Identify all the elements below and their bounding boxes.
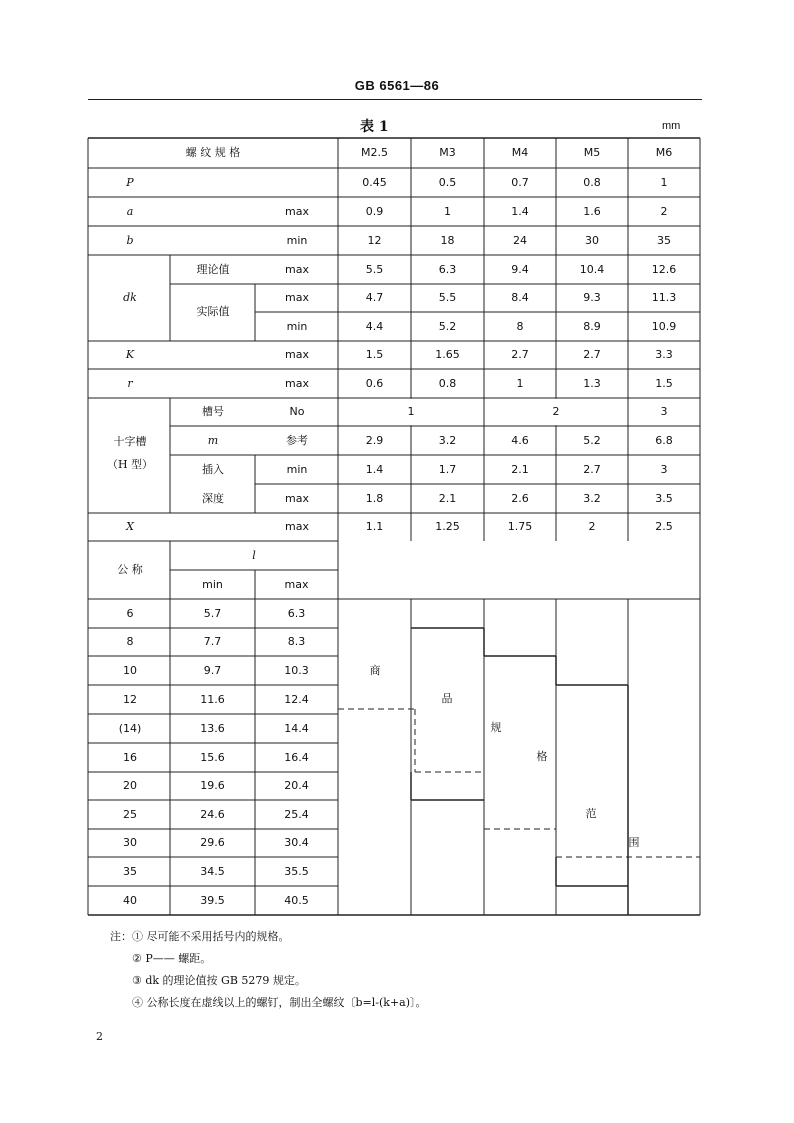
qualifier-max: max [285,204,309,218]
length-min: 9.7 [203,663,222,677]
r-max-value: 0.8 [438,376,457,390]
a-max-value: 1.6 [583,204,601,218]
label-h-type: （H 型） [106,458,154,471]
length-nominal: (14) [118,721,142,735]
dk-actual-min-value: 8.9 [583,319,601,333]
P-value: 0.8 [583,175,601,189]
m-ref-value: 5.2 [583,433,601,447]
length-max: 35.5 [284,864,309,878]
qualifier-max: max [285,376,309,390]
label-nominal: 公 称 [117,563,143,576]
X-max-value: 1.1 [365,520,384,533]
length-nominal: 25 [123,807,137,821]
K-max-value: 3.3 [655,348,673,361]
dk-actual-max-value: 11.3 [651,291,677,304]
length-max: 40.5 [284,893,309,907]
length-max: 8.3 [287,635,306,648]
insert-min-value: 1.7 [438,462,457,476]
b-min-value: 24 [513,233,527,247]
insert-min-value: 2.1 [511,462,529,476]
length-min: 39.5 [200,893,225,907]
r-max-value: 1.3 [583,376,601,390]
length-min: 24.6 [200,807,225,821]
range-label-char: 商 [369,664,381,677]
insert-max-value: 3.2 [583,491,601,505]
length-max: 16.4 [284,750,309,764]
length-min: 11.6 [200,692,225,706]
dk-actual-max-value: 5.5 [438,291,457,304]
range-label-char: 范 [585,807,597,820]
dk-theory-max-value: 9.4 [511,262,529,276]
dk-actual-min-value: 5.2 [438,319,457,333]
length-nominal: 35 [123,864,137,878]
note-1: 注：① 尽可能不采用括号内的规格。 [110,930,290,943]
recess-no-value: 1 [407,405,415,418]
range-label-char: 格 [536,750,548,763]
length-min: 5.7 [203,606,222,620]
range-label-char: 品 [441,692,453,705]
length-min: 29.6 [200,836,225,849]
qualifier-min: min [286,233,308,247]
label-actual: 实际值 [196,305,230,319]
document-code: GB 6561—86 [354,78,440,93]
insert-min-value: 3 [660,462,668,476]
qualifier-max: max [285,291,309,304]
a-max-value: 0.9 [365,204,384,218]
qualifier-max: max [285,520,309,533]
length-max: 30.4 [284,836,309,849]
label-l: l [252,548,256,562]
range-label-char: 规 [490,721,502,734]
b-min-value: 30 [585,233,599,247]
K-max-value: 2.7 [511,348,529,361]
insert-max-value: 1.8 [365,491,384,505]
m-ref-value: 4.6 [511,433,529,447]
P-value: 0.5 [438,175,457,189]
length-nominal: 30 [123,836,137,849]
X-max-value: 2.5 [655,520,673,533]
length-nominal: 20 [123,779,137,792]
label-b: b [126,233,134,247]
K-max-value: 1.65 [435,348,460,361]
P-value: 0.7 [511,175,529,189]
m-ref-value: 3.2 [438,433,457,447]
length-nominal: 12 [123,692,137,706]
dk-actual-min-value: 10.9 [651,319,677,333]
page-number: 2 [96,1030,103,1043]
label-P: P [126,175,134,189]
qualifier-max: max [285,262,309,276]
label-X: X [126,520,134,533]
qualifier-min: min [286,319,308,333]
size-header-M6: M6 [655,146,673,159]
m-ref-value: 2.9 [365,433,384,447]
b-min-value: 18 [440,233,455,247]
label-theory: 理论值 [196,262,230,276]
table-notes [110,926,427,1014]
length-nominal: 8 [126,635,134,648]
b-min-value: 35 [657,233,671,247]
r-max-value: 1.5 [655,376,673,390]
table-unit: mm [662,120,681,132]
a-max-value: 1 [444,204,451,218]
recess-no-value: 3 [660,405,668,418]
length-nominal: 40 [123,893,137,907]
dk-actual-max-value: 4.7 [365,291,384,304]
dk-actual-max-value: 9.3 [583,291,601,304]
length-min-header: min [202,577,223,591]
insert-max-value: 3.5 [655,491,673,505]
dk-actual-max-value: 8.4 [511,291,529,304]
length-max-header: max [284,577,309,591]
X-max-value: 1.25 [435,520,460,533]
length-max: 14.4 [284,721,309,735]
size-header-M4: M4 [511,146,529,159]
qualifier-ref: 参考 [286,433,308,447]
P-value: 0.45 [362,175,387,189]
dk-actual-min-value: 8 [516,319,524,333]
K-max-value: 2.7 [583,348,601,361]
insert-max-value: 2.6 [511,491,529,505]
label-a: a [126,204,134,218]
size-header-M5: M5 [583,146,601,159]
length-max: 20.4 [284,779,309,792]
X-max-value: 2 [588,520,596,533]
length-min: 7.7 [203,635,222,648]
insert-max-value: 2.1 [438,491,457,505]
r-max-value: 1 [516,376,524,390]
dk-theory-max-value: 5.5 [365,262,384,276]
size-header-M2.5: M2.5 [361,146,388,159]
length-nominal: 16 [123,750,137,764]
label-m: m [207,433,219,447]
qualifier-no: No [289,405,305,418]
table-title: 表 1 [360,119,389,135]
length-nominal: 6 [126,606,134,620]
spec-label: 螺 纹 规 格 [185,146,241,159]
a-max-value: 1.4 [511,204,529,218]
dk-theory-max-value: 10.4 [579,262,605,276]
qualifier-max: max [285,491,309,505]
length-max: 10.3 [284,663,309,677]
note-3: ③ dk 的理论值按 GB 5279 规定。 [132,974,306,987]
length-min: 15.6 [200,750,225,764]
X-max-value: 1.75 [507,520,533,533]
range-label-char: 围 [628,836,640,849]
b-min-value: 12 [367,233,382,247]
note-2: ② P—— 螺距。 [132,952,212,965]
length-max: 25.4 [284,807,309,821]
label-K: K [125,348,135,361]
qualifier-min: min [286,462,308,476]
dk-theory-max-value: 12.6 [651,262,677,276]
P-value: 1 [660,175,668,189]
a-max-value: 2 [660,204,668,218]
size-header-M3: M3 [439,146,456,159]
length-min: 19.6 [200,779,225,792]
length-min: 13.6 [200,721,225,735]
insert-min-value: 2.7 [583,462,601,476]
label-r: r [127,376,133,390]
recess-no-value: 2 [552,405,560,418]
label-recess-no: 槽号 [202,405,224,418]
r-max-value: 0.6 [365,376,384,390]
note-4: ④ 公称长度在虚线以上的螺钉，制出全螺纹〔b=l-(k+a)〕。 [132,996,427,1009]
K-max-value: 1.5 [365,348,384,361]
length-max: 6.3 [287,606,306,620]
label-depth: 深度 [202,491,224,505]
m-ref-value: 6.8 [655,433,673,447]
length-max: 12.4 [284,692,309,706]
dk-actual-min-value: 4.4 [365,319,384,333]
label-cross-recess: 十字槽 [113,435,147,448]
dk-theory-max-value: 6.3 [438,262,457,276]
label-insert: 插入 [202,462,224,476]
insert-min-value: 1.4 [365,462,384,476]
label-dk: dk [123,291,137,304]
length-nominal: 10 [123,663,137,677]
qualifier-max: max [285,348,309,361]
length-min: 34.5 [200,864,225,878]
